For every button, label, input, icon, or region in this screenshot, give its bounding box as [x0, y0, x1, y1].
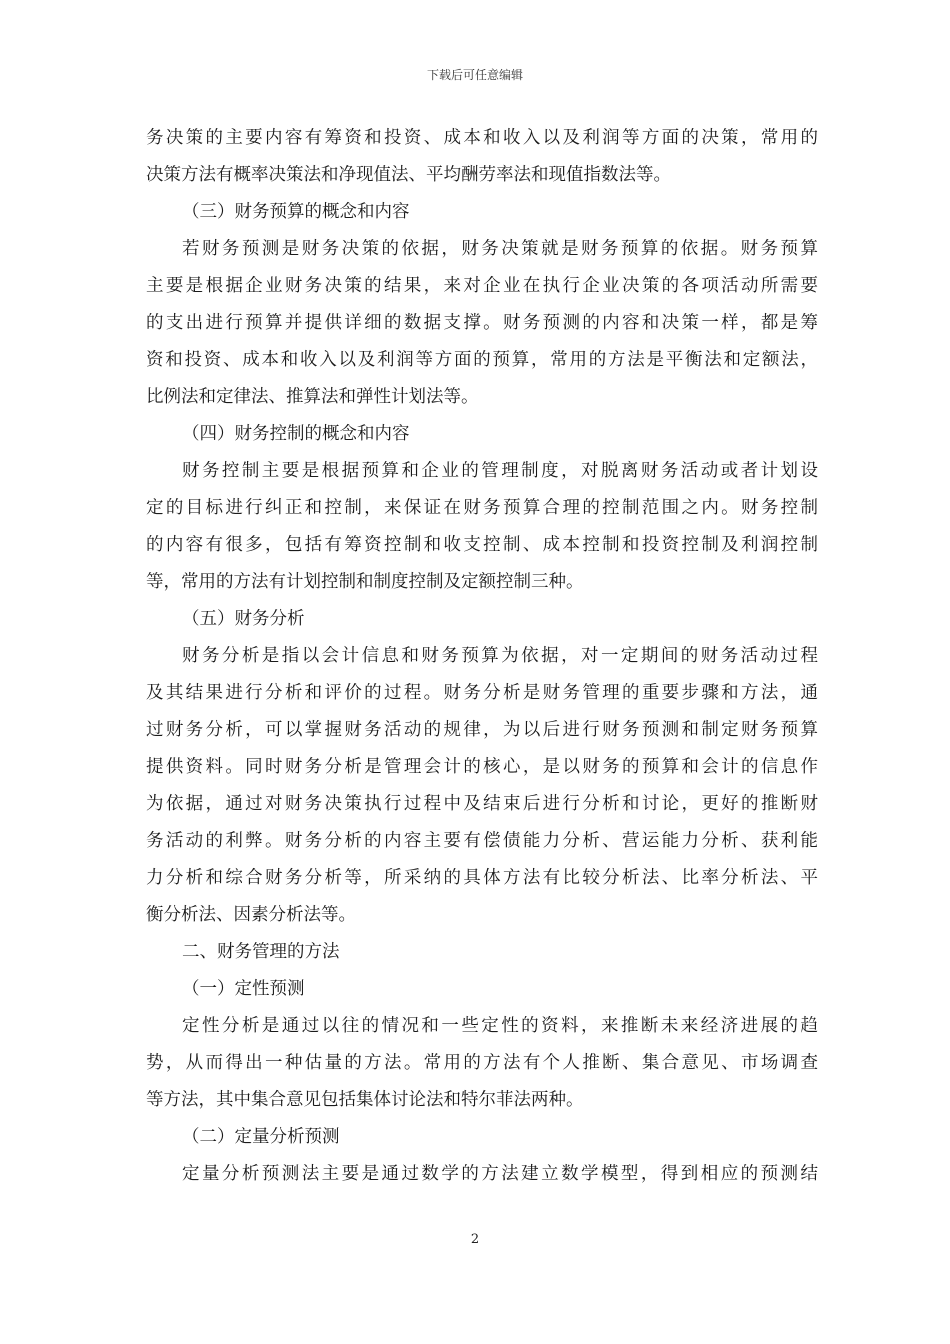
text-line: 财务控制主要是根据预算和企业的管理制度，对脱离财务活动或者计划设: [182, 461, 818, 481]
text-line: 定性分析是通过以往的情况和一些定性的资料，来推断未来经济进展的趋: [182, 1016, 818, 1036]
section-heading: （二）定量分析预测: [182, 1127, 340, 1147]
text-line: 决策方法有概率决策法和净现值法、平均酬劳率法和现值指数法等。: [146, 165, 671, 185]
text-line: 务决策的主要内容有筹资和投资、成本和收入以及利润等方面的决策，常用的: [146, 128, 818, 148]
text-line: 等，常用的方法有计划控制和制度控制及定额控制三种。: [146, 572, 584, 592]
page-header: 下载后可任意编辑: [426, 68, 523, 82]
section-heading: 二、财务管理的方法: [182, 942, 340, 962]
text-line: 资和投资、成本和收入以及利润等方面的预算，常用的方法是平衡法和定额法，: [146, 350, 818, 370]
text-line: 提供资料。同时财务分析是管理会计的核心，是以财务的预算和会计的信息作: [146, 757, 818, 777]
text-line: 及其结果进行分析和评价的过程。财务分析是财务管理的重要步骤和方法，通: [146, 683, 818, 703]
section-heading: （一）定性预测: [182, 979, 305, 999]
text-line: 财务分析是指以会计信息和财务预算为依据，对一定期间的财务活动过程: [182, 646, 818, 666]
section-heading: （五）财务分析: [182, 609, 305, 629]
text-line: 为依据，通过对财务决策执行过程中及结束后进行分析和讨论，更好的推断财: [146, 794, 818, 814]
text-line: 势，从而得出一种估量的方法。常用的方法有个人推断、集合意见、市场调查: [146, 1053, 818, 1073]
text-line: 的内容有很多，包括有筹资控制和收支控制、成本控制和投资控制及利润控制: [146, 535, 818, 555]
text-line: 若财务预测是财务决策的依据，财务决策就是财务预算的依据。财务预算: [182, 239, 818, 259]
text-line: 衡分析法、因素分析法等。: [146, 905, 356, 925]
text-line: 定量分析预测法主要是通过数学的方法建立数学模型，得到相应的预测结: [182, 1164, 818, 1184]
text-line: 过财务分析，可以掌握财务活动的规律，为以后进行财务预测和制定财务预算: [146, 720, 818, 740]
text-line: 主要是根据企业财务决策的结果，来对企业在执行企业决策的各项活动所需要: [146, 276, 818, 296]
text-line: 力分析和综合财务分析等，所采纳的具体方法有比较分析法、比率分析法、平: [146, 868, 818, 888]
section-heading: （三）财务预算的概念和内容: [182, 202, 410, 222]
document-body: [146, 120, 818, 1193]
page-number: 2: [470, 1232, 480, 1247]
text-line: 等方法，其中集合意见包括集体讨论法和特尔菲法两种。: [146, 1090, 584, 1110]
text-line: 定的目标进行纠正和控制，来保证在财务预算合理的控制范围之内。财务控制: [146, 498, 818, 518]
text-line: 务活动的利弊。财务分析的内容主要有偿债能力分析、营运能力分析、获利能: [146, 831, 818, 851]
text-line: 比例法和定律法、推算法和弹性计划法等。: [146, 387, 479, 407]
section-heading: （四）财务控制的概念和内容: [182, 424, 410, 444]
text-line: 的支出进行预算并提供详细的数据支撑。财务预测的内容和决策一样，都是筹: [146, 313, 818, 333]
